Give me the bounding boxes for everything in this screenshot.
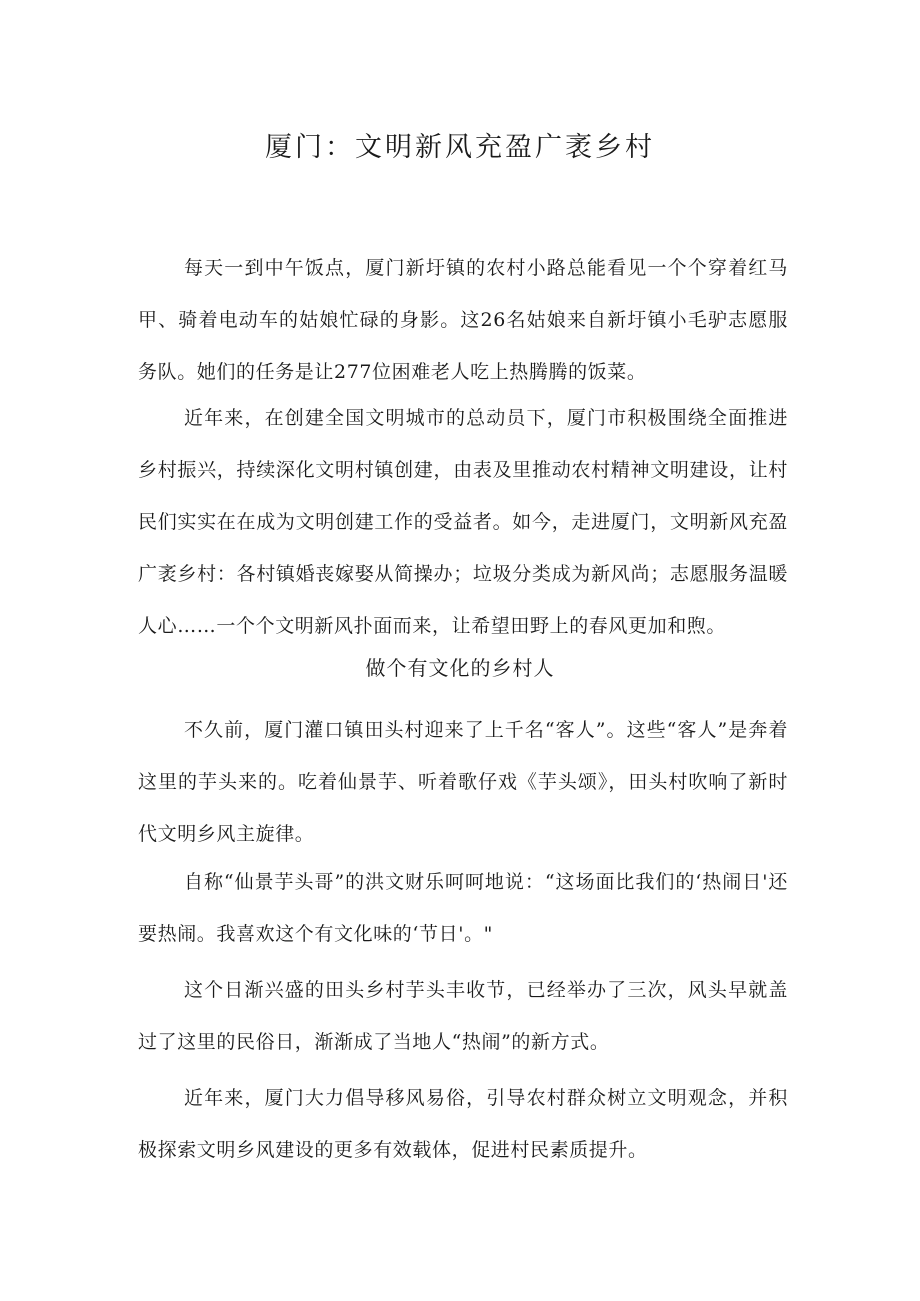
section-paragraph-3: 这个日渐兴盛的田头乡村芋头丰收节，已经举办了三次，风头早就盖过了这里的民俗日，渐渐成了当地人“热闹”的新方式。: [138, 979, 788, 1053]
section-paragraph-2: 自称“仙景芋头哥”的洪文财乐呵呵地说：“这场面比我们的‘热闹日'还要热闹。我喜欢这个有文化味的‘节日'。": [138, 871, 788, 945]
body-paragraph-1: 每天一到中午饭点，厦门新圩镇的农村小路总能看见一个个穿着红马甲、骑着电动车的姑娘忙碌的身影。这26名姑娘来自新圩镇小毛驴志愿服务队。她们的任务是让277位困难老人吃上热腾腾的饭菜。: [138, 257, 788, 383]
document-title: 厦门：文明新风充盈广袤乡村: [265, 132, 655, 163]
section-paragraph-1: 不久前，厦门灌口镇田头村迎来了上千名“客人”。这些“客人”是奔着这里的芋头来的。吃着仙景芋、听着歌仔戏《芋头颂》，田头村吹响了新时代文明乡风主旋律。: [138, 719, 788, 845]
section-heading: 做个有文化的乡村人: [365, 656, 555, 680]
section-paragraph-4: 近年来，厦门大力倡导移风易俗，引导农村群众树立文明观念，并积极探索文明乡风建设的更多有效载体，促进村民素质提升。: [138, 1087, 788, 1161]
body-paragraph-2: 近年来，在创建全国文明城市的总动员下，厦门市积极围绕全面推进乡村振兴，持续深化文明村镇创建，由表及里推动农村精神文明建设，让村民们实实在在成为文明创建工作的受益者。如今，走进厦门，文明新风充盈广袤乡村：各村镇婚丧嫁娶从简操办；垃圾分类成为新风尚；志愿服务温暖人心……一个个文明新风扑面而来，让希望田野上的春风更加和煦。: [138, 407, 788, 637]
